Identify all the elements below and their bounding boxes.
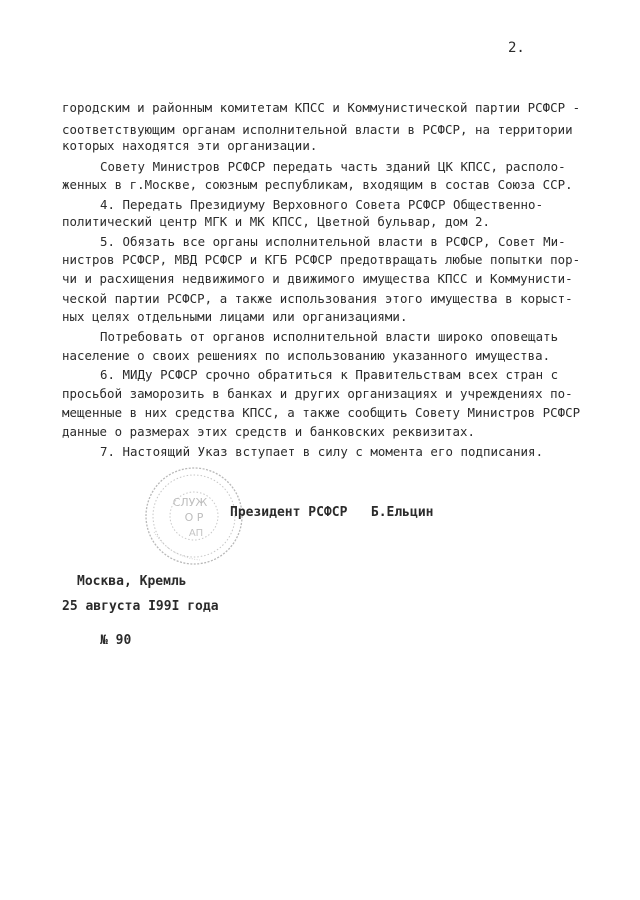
text-line: соответствующим органам исполнительной власти в РСФСР, на территории — [62, 122, 573, 137]
document-number: № 90 — [100, 633, 132, 648]
text-line: данные о размерах этих средств и банковских реквизитах. — [62, 424, 476, 439]
text-line: нистров РСФСР, МВД РСФСР и КГБ РСФСР предотвращать любые попытки пор- — [62, 252, 581, 267]
text-line: которых находятся эти организации. — [62, 138, 318, 153]
text-line: 6. МИДу РСФСР срочно обратиться к Правительствам всех стран с — [100, 367, 559, 382]
text-line: мещенные в них средства КПСС, а также сообщить Совету Министров РСФСР — [62, 405, 581, 420]
text-line: женных в г.Москве, союзным республикам, входящим в состав Союза ССР. — [62, 177, 573, 192]
page-number: 2. — [508, 40, 525, 56]
text-line: Совету Министров РСФСР передать часть зданий ЦК КПСС, располо- — [100, 159, 566, 174]
stamp-text-top: СЛУЖ — [172, 496, 208, 509]
text-line: городским и районным комитетам КПСС и Коммунистической партии РСФСР - — [62, 100, 581, 115]
text-line: 7. Настоящий Указ вступает в силу с момента его подписания. — [100, 444, 544, 459]
text-line: ческой партии РСФСР, а также использования этого имущества в корыст- — [62, 291, 573, 306]
text-line: ных целях отдельными лицами или организациями. — [62, 309, 408, 324]
signature-line: Президент РСФСР Б.Ельцин — [230, 505, 434, 520]
text-line: 4. Передать Президиуму Верховного Совета РСФСР Общественно- — [100, 197, 544, 212]
text-line: чи и расхищения недвижимого и движимого имущества КПСС и Коммунисти- — [62, 271, 573, 286]
text-line: Потребовать от органов исполнительной власти широко оповещать — [100, 329, 559, 344]
place-of-signing: Москва, Кремль — [77, 574, 187, 589]
text-line: 5. Обязать все органы исполнительной власти в РСФСР, Совет Ми- — [100, 234, 566, 249]
text-line: политический центр МГК и МК КПСС, Цветной бульвар, дом 2. — [62, 214, 491, 229]
stamp-text-bot: АП — [188, 528, 204, 539]
document-date: 25 августа I99I года — [62, 599, 219, 614]
text-line: население о своих решениях по использованию указанного имущества. — [62, 348, 551, 363]
text-line: просьбой заморозить в банках и других организациях и учреждениях по- — [62, 386, 573, 401]
stamp-text-mid: О Р — [184, 511, 204, 524]
